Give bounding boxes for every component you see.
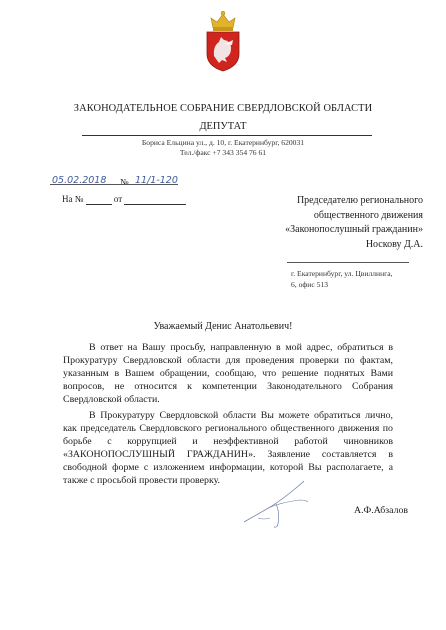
recipient-block	[273, 194, 423, 252]
signer-name: А.Ф.Абзалов	[354, 505, 408, 516]
recipient-line: Носкову Д.А.	[365, 238, 423, 250]
position-title: ДЕПУТАТ	[199, 121, 247, 132]
reference-number-label: На №	[62, 194, 84, 204]
recipient-divider	[287, 262, 409, 263]
recipient-line: Председателю регионального	[296, 195, 423, 206]
recipient-address	[291, 268, 411, 290]
reference-date-blank	[124, 194, 186, 205]
registration-number: 11/1-120	[135, 175, 178, 186]
letterhead-divider	[82, 135, 372, 136]
handwritten-signature	[238, 478, 313, 530]
organization-name: ЗАКОНОДАТЕЛЬНОЕ СОБРАНИЕ СВЕРДЛОВСКОЙ ОБЛАСТИ	[73, 103, 373, 114]
coat-of-arms-emblem	[203, 10, 243, 72]
reference-date-label: от	[113, 194, 123, 204]
body-paragraph-1	[63, 341, 393, 406]
reference-line	[62, 194, 186, 205]
body-paragraph-2	[63, 409, 393, 488]
paragraph-text: В Прокуратуру Свердловской области Вы можете обратиться лично, как председатель Свердловского регионального общественного движения по борьбе с коррупцией и неэффективной работой чиновников «ЗАКОНОПОСЛУШНЫЙ ГРАЖДАНИН». Заявление составляется в свободной форме с изложением информации, которой Вы располагаете, а также с просьбой провести проверку.	[63, 410, 393, 487]
recipient-line: общественного движения	[313, 209, 423, 221]
registration-number-label: №	[120, 177, 129, 187]
registration-date: 05.02.2018	[52, 175, 107, 186]
reference-number-blank	[86, 194, 112, 205]
paragraph-text: В ответ на Вашу просьбу, направленную в мой адрес, обратиться в Прокуратуру Свердловской области для проведения проверки по фактам, указанным в Вашем обращении, сообщаю, что решение поднятых Вами вопросов, не относится к компетенции Законодательного Собрания Свердловской области.	[63, 342, 393, 406]
registration-underline	[50, 184, 178, 185]
recipient-address-line: г. Екатеринбург, ул. Цвиллинга,	[291, 269, 393, 278]
recipient-line: «Законопослушный гражданин»	[285, 224, 423, 235]
letterhead-address: Бориса Ельцина ул., д. 10, г. Екатеринбург, 620031	[141, 138, 305, 147]
recipient-address-line: 6, офис 513	[291, 280, 329, 289]
letterhead-phone: Тел./факс +7 343 354 76 61	[179, 147, 267, 157]
letterhead-contacts	[0, 138, 446, 157]
salutation: Уважаемый Денис Анатольевич!	[153, 321, 293, 332]
